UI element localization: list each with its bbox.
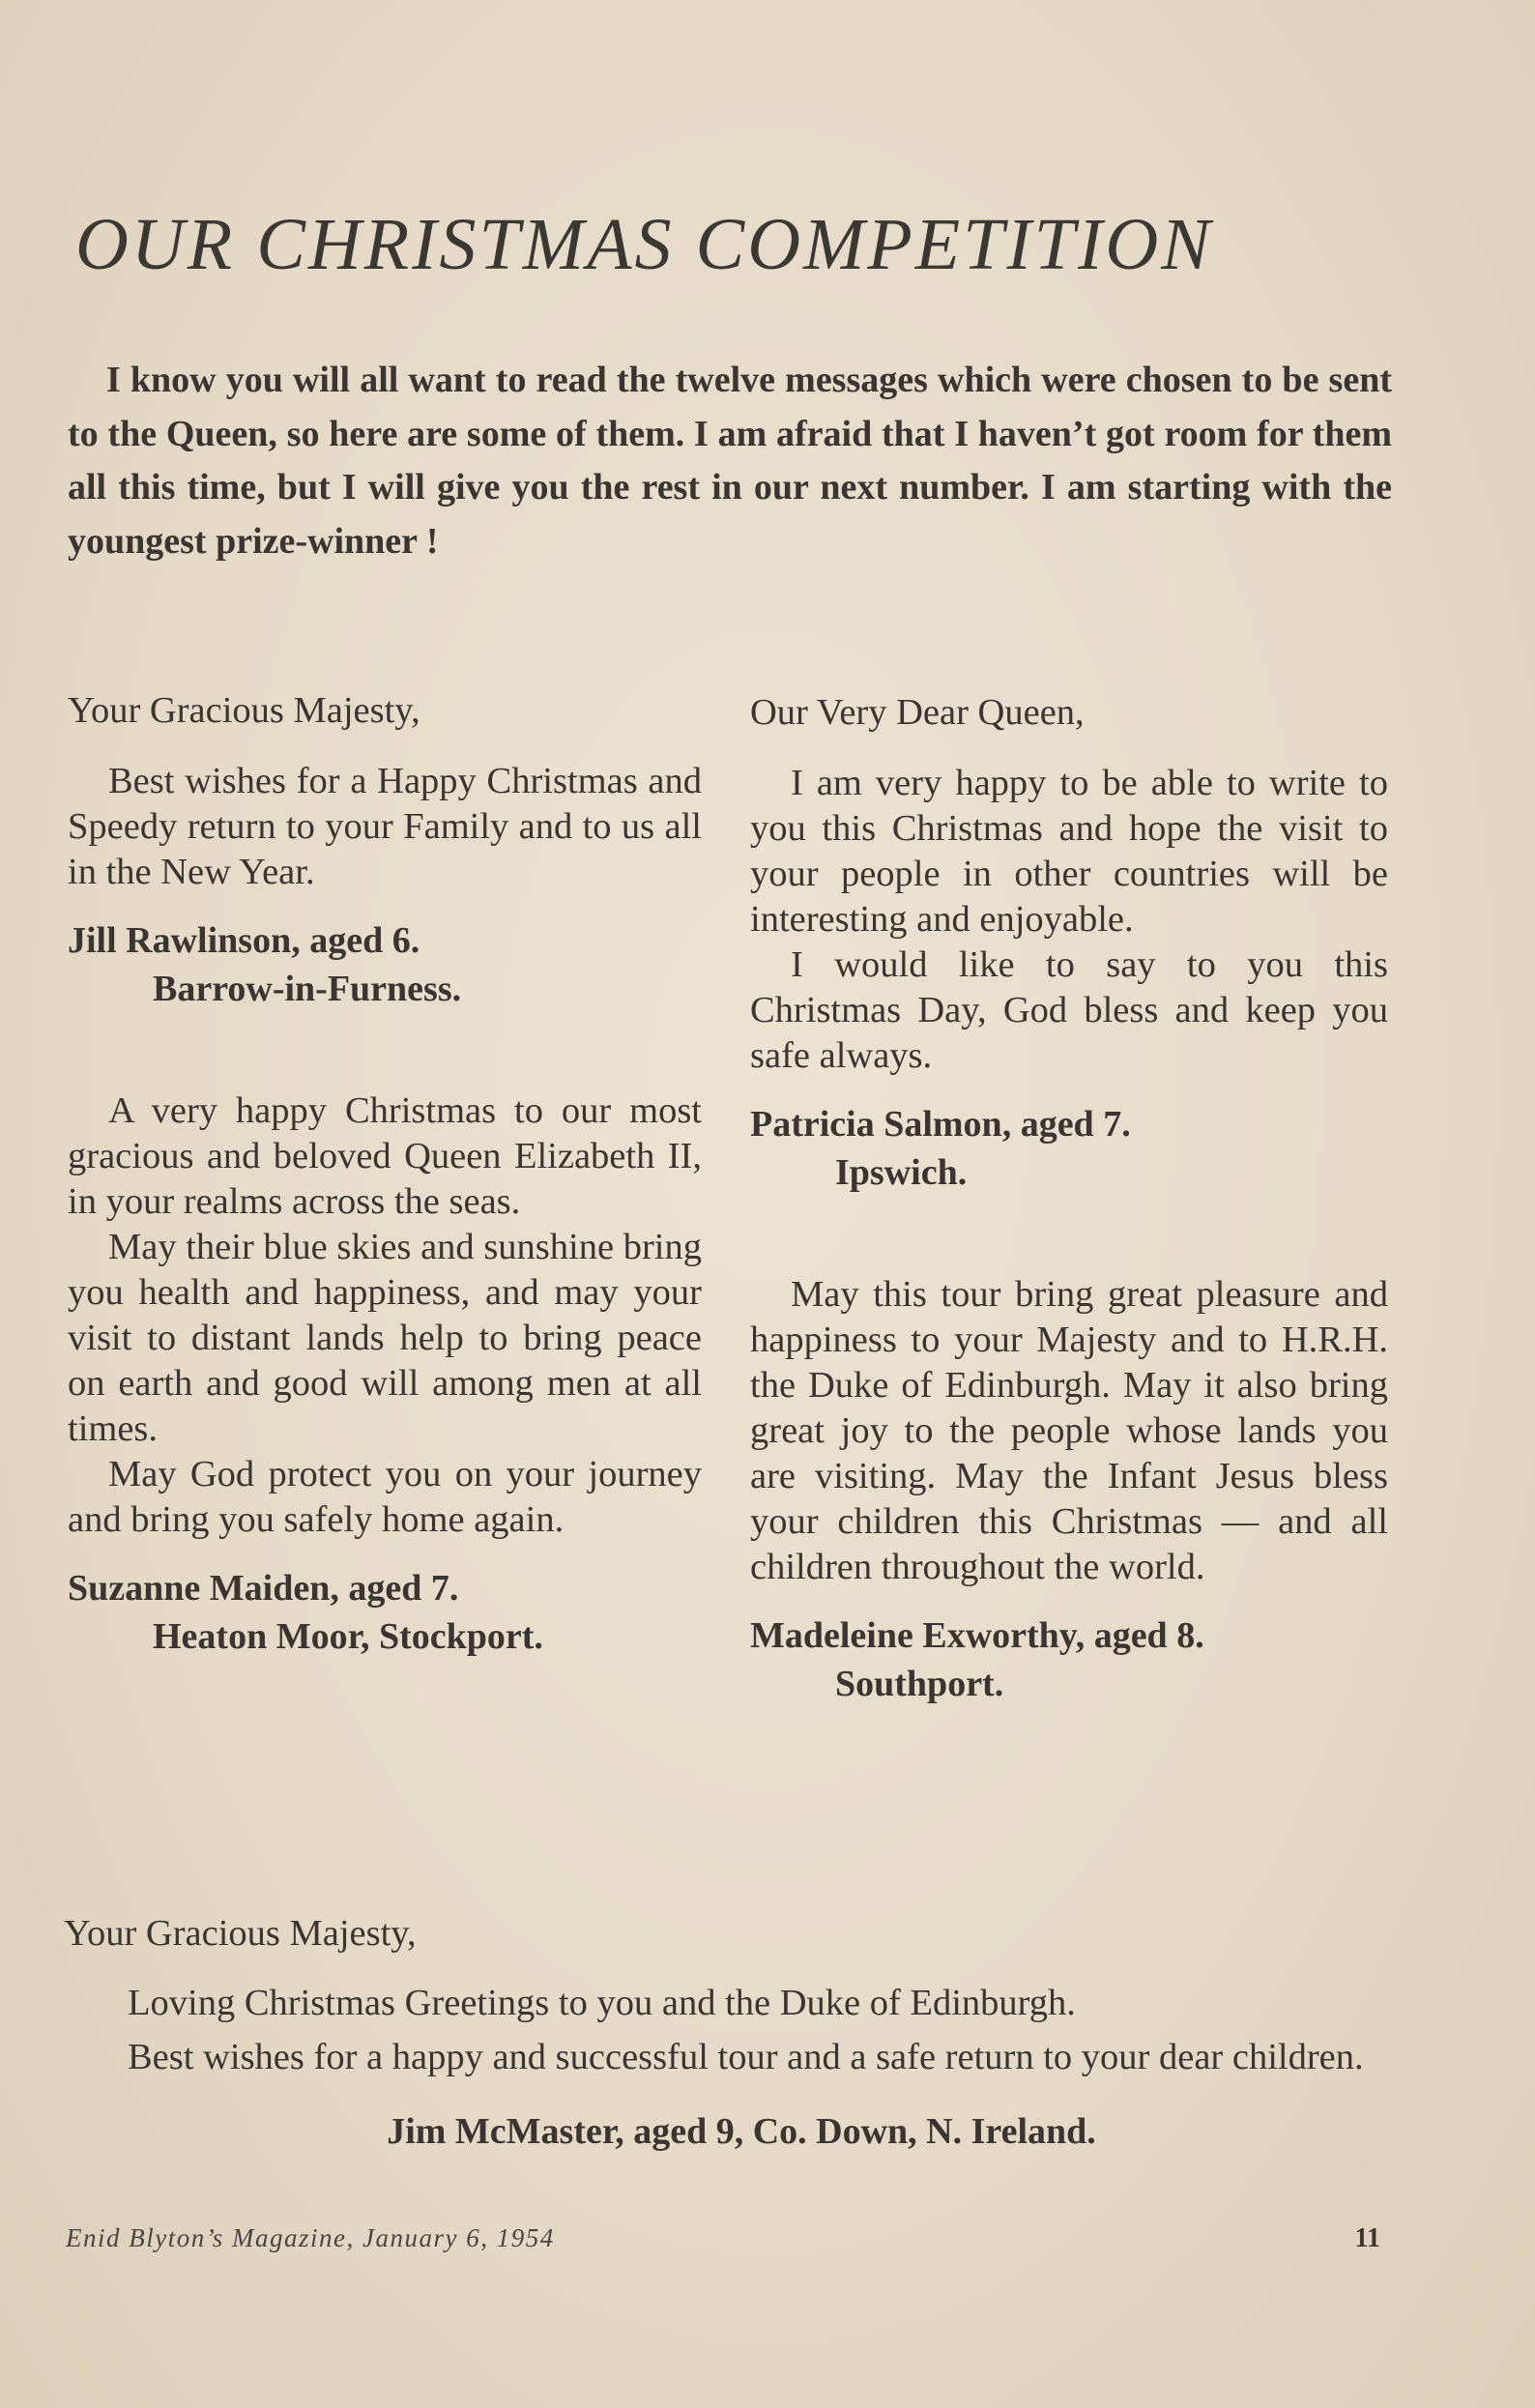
left-column — [68, 688, 702, 1661]
letter-madeleine-exworthy — [750, 1272, 1388, 1708]
signature-place: Barrow-in-Furness. — [153, 969, 462, 1009]
letter-signature: Jim McMaster, aged 9, Co. Down, N. Ireland. — [387, 2111, 1096, 2152]
signature-place: Southport. — [835, 1664, 1004, 1704]
letter-paragraph: May this tour bring great pleasure and happiness to your Majesty and to H.R.H. the Duke of Edinburgh. May it also bring great joy to the people whose lands you are visiting. May the Infant Jesus bless your children this Christmas — and all children throughout the world. — [750, 1274, 1388, 1587]
letter-paragraph: Best wishes for a happy and successful tour and a safe return to your dear children. — [128, 2037, 1364, 2077]
letter-patricia-salmon — [750, 690, 1388, 1197]
page-title: OUR CHRISTMAS COMPETITION — [75, 204, 1213, 285]
letter-salutation: Your Gracious Majesty, — [68, 690, 420, 731]
letter-suzanne-maiden — [68, 1088, 702, 1661]
letter-paragraph: May God protect you on your journey and bring you safely home again. — [68, 1454, 702, 1540]
letter-paragraph: May their blue skies and sunshine bring you health and happiness, and may your visit to distant lands help to bring peace on earth and good will among men at all times. — [68, 1227, 702, 1449]
signature-name: Jill Rawlinson, aged 6. — [68, 920, 420, 961]
signature-name: Madeleine Exworthy, aged 8. — [750, 1615, 1204, 1656]
letter-signature — [68, 1564, 702, 1661]
letter-paragraph: A very happy Christmas to our most gracious and beloved Queen Elizabeth II, in your realms across the seas. — [68, 1090, 702, 1222]
signature-name: Suzanne Maiden, aged 7. — [68, 1568, 459, 1609]
letter-paragraph: Best wishes for a Happy Christmas and Speedy return to your Family and to us all in the New Year. — [68, 761, 702, 892]
signature-name: Patricia Salmon, aged 7. — [750, 1104, 1131, 1145]
letter-jim-mcmaster — [64, 1910, 1390, 2156]
letter-paragraph: Loving Christmas Greetings to you and the Duke of Edinburgh. — [128, 1983, 1076, 2023]
page-number: 11 — [1354, 2223, 1380, 2253]
letter-jill-rawlinson — [68, 688, 702, 1013]
letter-signature — [750, 1611, 1388, 1708]
letter-salutation: Our Very Dear Queen, — [750, 692, 1085, 733]
letter-paragraph: I would like to say to you this Christmas Day, God bless and keep you safe always. — [750, 944, 1388, 1076]
intro-paragraph: I know you will all want to read the twelve messages which were chosen to be sent to the Queen, so here are some of them. I am afraid that I haven’t got room for them all this time, but I will give you the rest in our next number. I am starting with the youngest prize-winner ! — [68, 360, 1392, 562]
letter-paragraph: I am very happy to be able to write to you this Christmas and hope the visit to your people in other countries will be interesting and enjoyable. — [750, 763, 1388, 940]
signature-place: Heaton Moor, Stockport. — [153, 1616, 543, 1657]
letter-salutation: Your Gracious Majesty, — [64, 1913, 417, 1954]
letter-signature — [68, 916, 702, 1013]
right-column — [750, 690, 1388, 1708]
letter-signature — [750, 1100, 1388, 1197]
footer-publication: Enid Blyton’s Magazine, January 6, 1954 — [66, 2223, 555, 2252]
signature-place: Ipswich. — [835, 1152, 968, 1193]
